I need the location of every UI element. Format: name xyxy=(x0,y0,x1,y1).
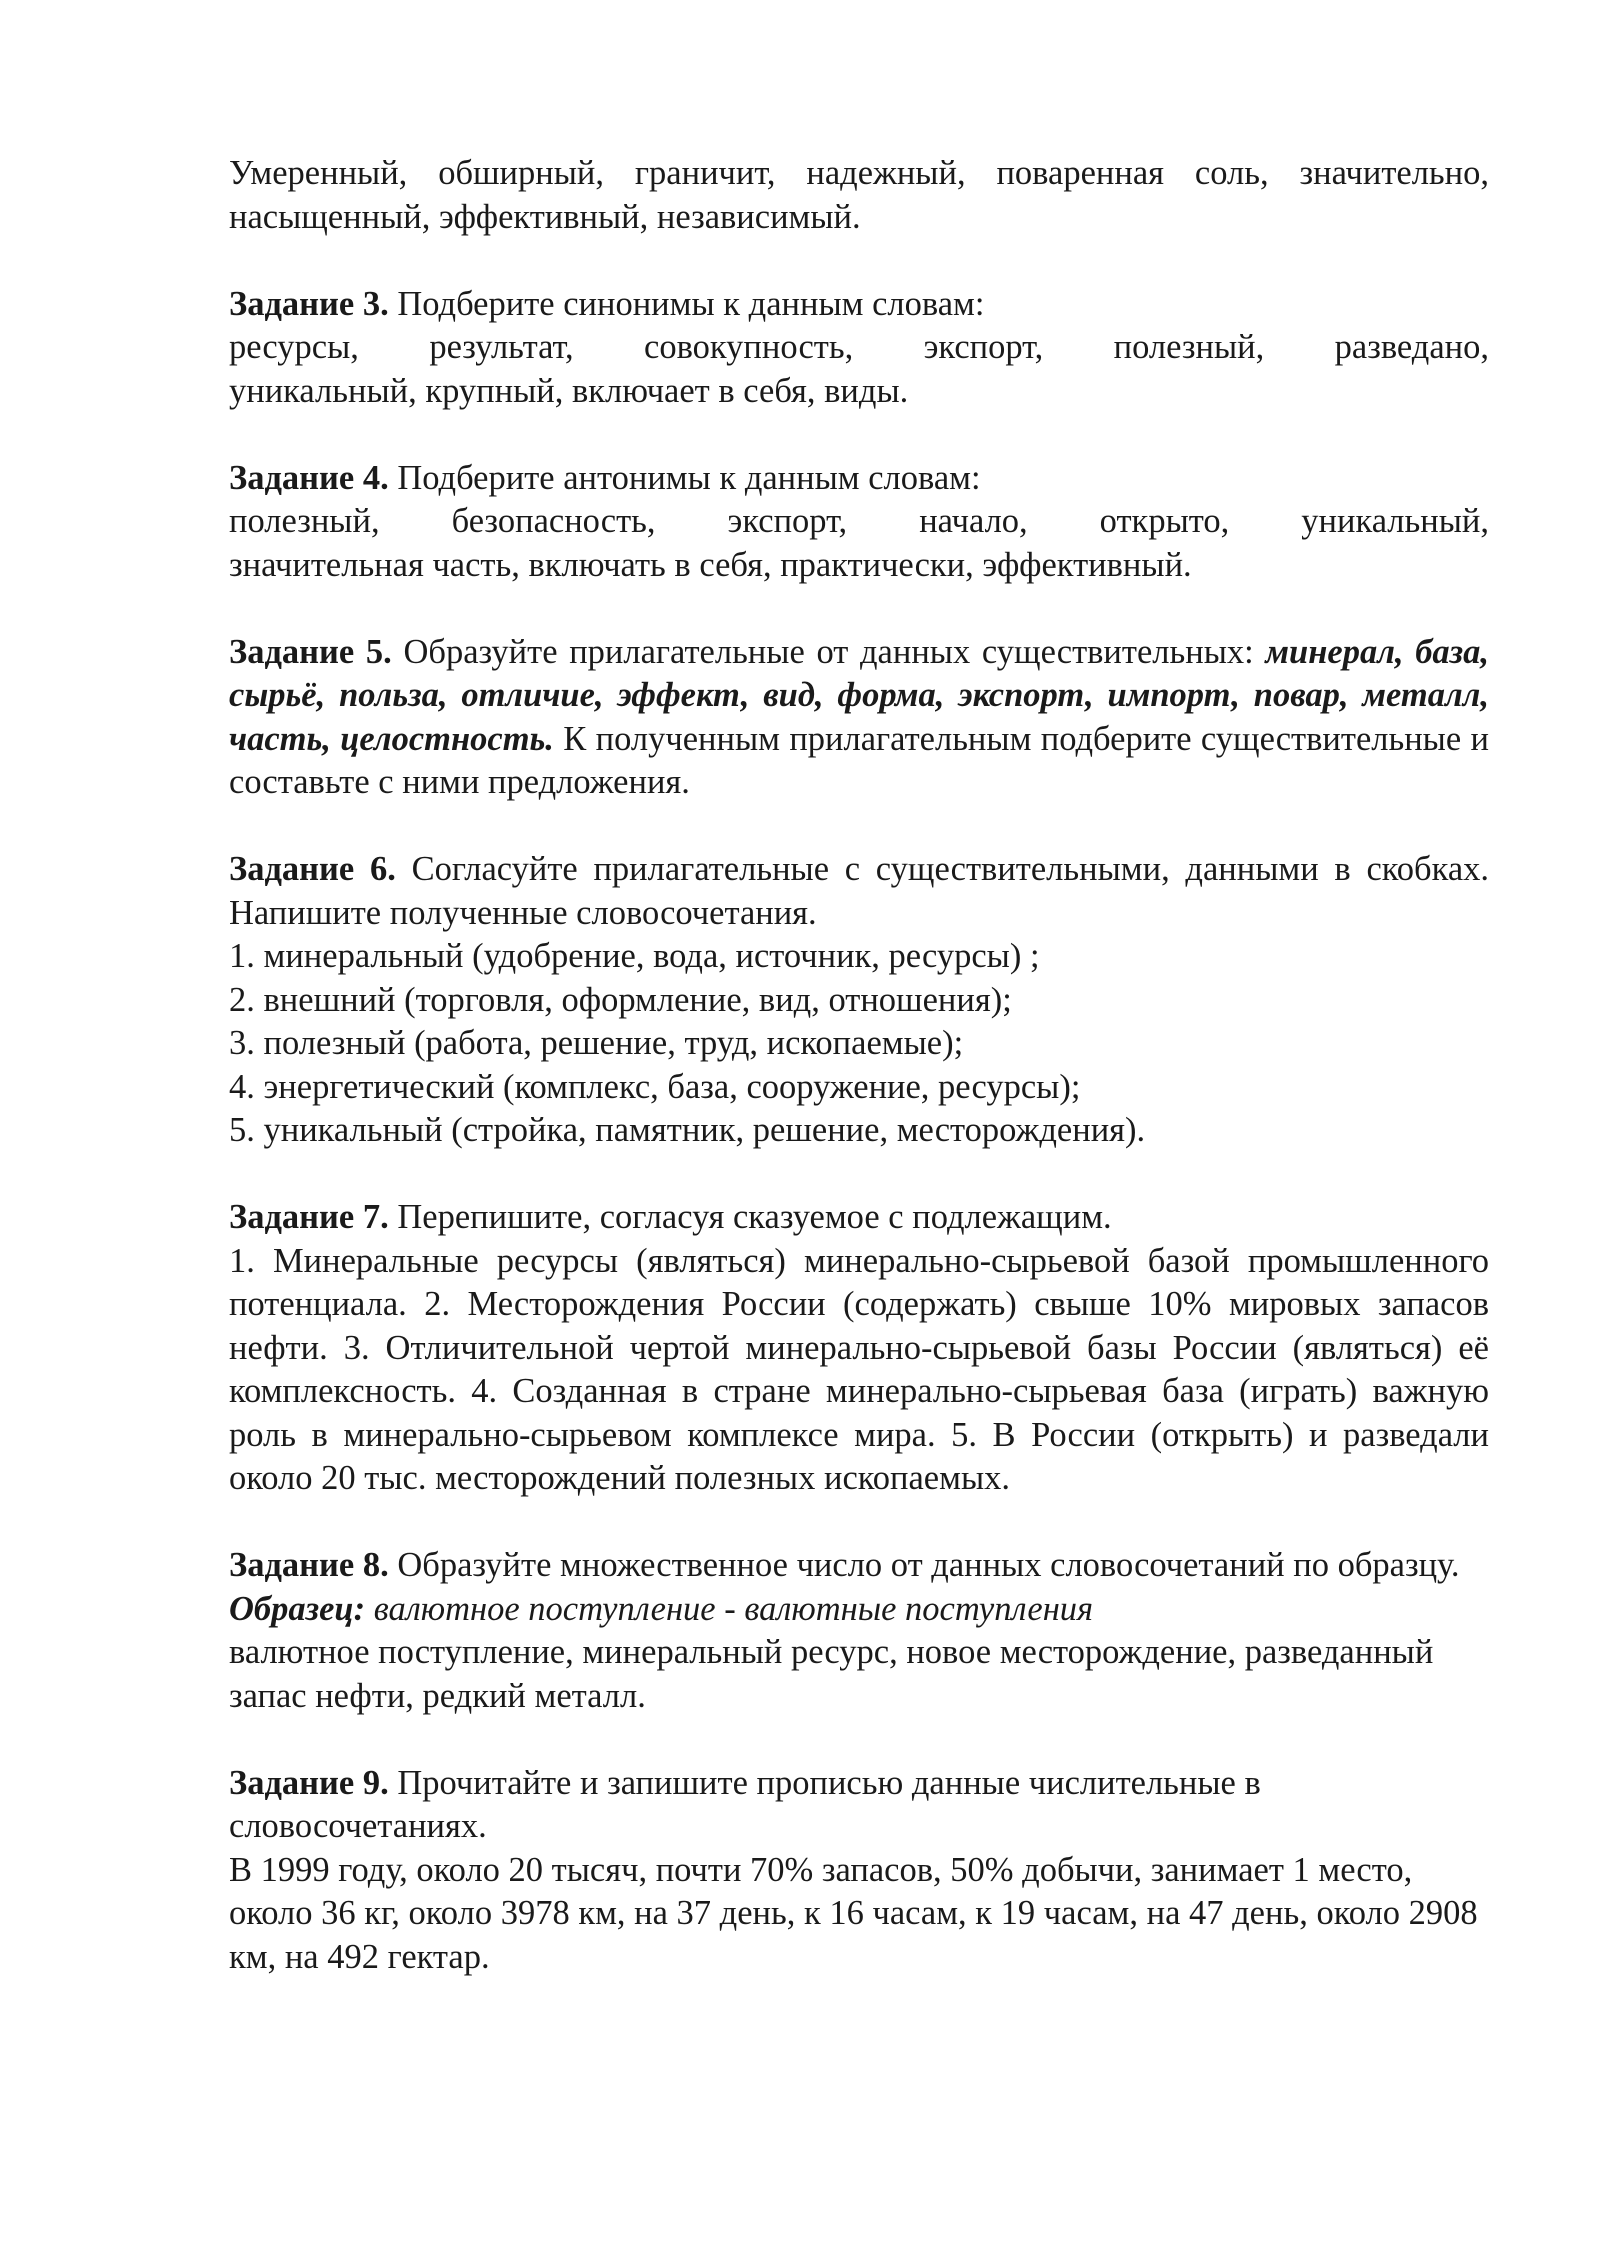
task-6-item: 2. внешний (торговля, оформление, вид, отношения); xyxy=(229,980,1012,1019)
task-6-item: 1. минеральный (удобрение, вода, источник, ресурсы) ; xyxy=(229,937,1040,975)
task-8-label: Задание 8. xyxy=(229,1546,389,1584)
task-7 xyxy=(229,1196,1489,1501)
task-7-body: 1. Минеральные ресурсы (являться) минерально-сырьевой базой промышленного потенциала. 2. Месторождения России (содержать) свыше 10% мировых запасов нефти. 3. Отличительной чертой минерально-сырьевой базы России (являться) её комплексность. 4. Созданная в стране минерально-сырьевая база (играть) важную роль в минерально-сырьевом комплексе мира. 5. В России (открыть) и разведали около 20 тыс. месторождений полезных ископаемых. xyxy=(229,1241,1489,1497)
spacer xyxy=(229,1718,1489,1762)
task-6-label: Задание 6. xyxy=(229,850,396,888)
task-6-item: 4. энергетический (комплекс, база, сооружение, ресурсы); xyxy=(229,1067,1081,1106)
task-8-prompt: Образуйте множественное число от данных словосочетаний по образцу. xyxy=(388,1546,1460,1584)
task-9-heading xyxy=(229,1762,1489,1849)
task-3-heading xyxy=(229,283,1489,327)
page-content xyxy=(229,152,1489,1979)
task-4-label: Задание 4. xyxy=(229,458,389,497)
task-5-prompt: Образуйте прилагательные от данных существительных: xyxy=(391,632,1266,671)
spacer xyxy=(229,239,1489,283)
spacer xyxy=(229,1153,1489,1197)
task-4 xyxy=(229,457,1489,588)
task-7-label: Задание 7. xyxy=(229,1198,389,1236)
task-5-rest: К полученным прилагательным подберите существительные и составьте с ними предложения. xyxy=(229,719,1489,801)
spacer xyxy=(229,805,1489,849)
task-7-heading xyxy=(229,1196,1489,1240)
task-3-label: Задание 3. xyxy=(229,284,389,323)
task-3-words-line-1: ресурсы, результат, совокупность, экспорт, полезный, разведано, xyxy=(229,328,1489,366)
task-9-prompt: Прочитайте и запишите прописью данные числительные в словосочетаниях. xyxy=(229,1763,1261,1845)
task-4-heading xyxy=(229,457,1489,501)
task-8-sample-label: Образец: xyxy=(229,1589,366,1628)
task-7-prompt: Перепишите, согласуя сказуемое с подлежащим. xyxy=(388,1198,1112,1236)
task-4-words-line-2: значительная часть, включать в себя, практически, эффективный. xyxy=(229,545,1192,584)
task-5-nouns: минерал, база, сырьё, польза, отличие, эффект, вид, форма, экспорт, импорт, повар, металл, часть, целостность. xyxy=(229,632,1490,758)
task-6 xyxy=(229,848,1489,1153)
task-5-text xyxy=(229,631,1489,805)
task-5-label: Задание 5. xyxy=(229,632,392,671)
spacer xyxy=(229,413,1489,457)
task-4-words-line-1: полезный, безопасность, экспорт, начало, открыто, уникальный, xyxy=(229,502,1489,540)
task-8-body: валютное поступление, минеральный ресурс, новое месторождение, разведанный запас нефти, редкий металл. xyxy=(229,1633,1434,1715)
task-8 xyxy=(229,1544,1489,1718)
spacer xyxy=(229,1501,1489,1545)
task-8-heading xyxy=(229,1544,1489,1588)
task-3 xyxy=(229,283,1489,414)
task-3-words-line-2: уникальный, крупный, включает в себя, виды. xyxy=(229,371,909,410)
task-6-prompt: Согласуйте прилагательные с существительными, данными в скобках. Напишите полученные словосочетания. xyxy=(229,850,1490,932)
task-5 xyxy=(229,631,1489,805)
task-9-body: В 1999 году, около 20 тысяч, почти 70% запасов, 50% добычи, занимает 1 место, около 36 кг, около 3978 км, на 37 день, к 16 часам, к 19 часам, на 47 день, около 2908 км, на 492 гектар. xyxy=(229,1850,1478,1976)
task-8-sample-text: валютное поступление - валютные поступления xyxy=(365,1589,1094,1628)
spacer xyxy=(229,587,1489,631)
task-8-sample xyxy=(229,1588,1489,1632)
task-6-item: 3. полезный (работа, решение, труд, ископаемые); xyxy=(229,1024,964,1062)
task-6-item: 5. уникальный (стройка, памятник, решение, месторождения). xyxy=(229,1111,1146,1149)
task-4-prompt: Подберите антонимы к данным словам: xyxy=(388,458,981,497)
task-9 xyxy=(229,1762,1489,1980)
task-6-heading xyxy=(229,848,1489,935)
task-3-prompt: Подберите синонимы к данным словам: xyxy=(388,284,985,323)
task-9-label: Задание 9. xyxy=(229,1763,389,1802)
intro-word-list: Умеренный, обширный, граничит, надежный, поваренная соль, значительно, насыщенный, эффективный, независимый. xyxy=(229,154,1489,236)
